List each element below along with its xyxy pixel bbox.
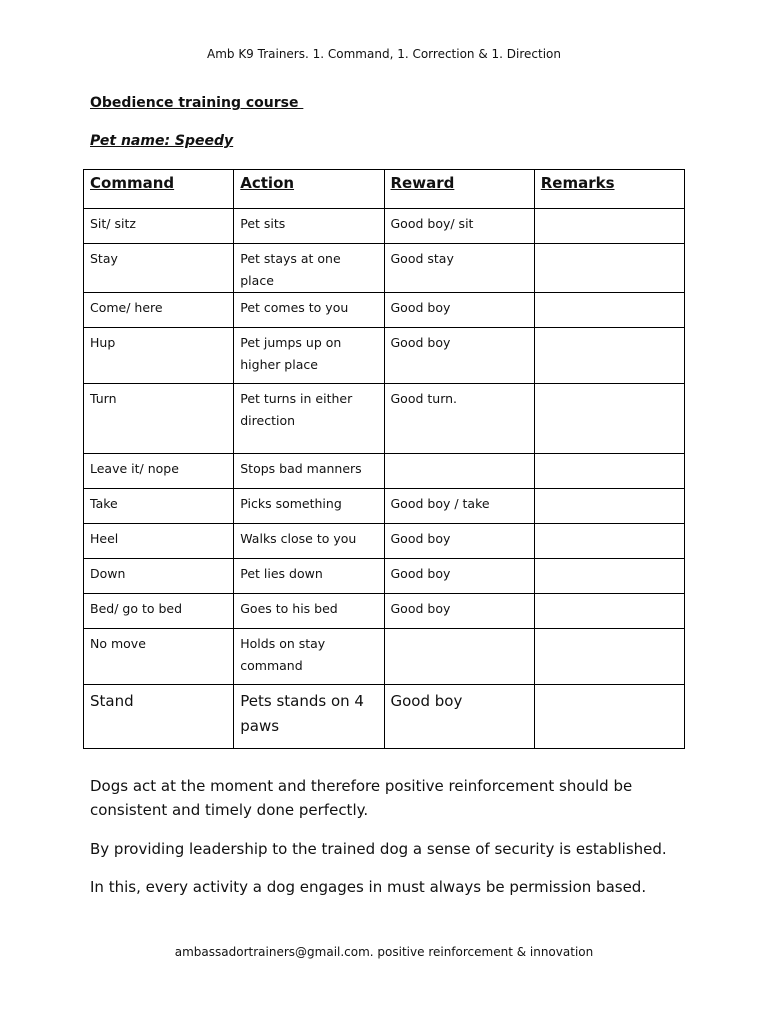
cell-reward: Good boy / take [384,489,534,524]
column-header-remarks: Remarks [534,170,684,209]
column-header-reward: Reward [384,170,534,209]
cell-command: Leave it/ nope [84,454,234,489]
cell-reward: Good boy [384,328,534,384]
page-footer: ambassadortrainers@gmail.com. positive reinforcement & innovation [174,945,594,959]
cell-action: Pet turns in either direction [234,384,384,454]
cell-command: Turn [84,384,234,454]
cell-remarks [534,524,684,559]
cell-action: Goes to his bed [234,594,384,629]
cell-remarks [534,685,684,749]
cell-reward [384,454,534,489]
cell-reward: Good boy/ sit [384,209,534,244]
table-row [84,629,685,685]
cell-action: Pet jumps up on higher place [234,328,384,384]
cell-command: Stay [84,244,234,293]
body-paragraph-leadership: By providing leadership to the trained dog a sense of security is established. [90,840,667,858]
cell-remarks [534,328,684,384]
table-row [84,454,685,489]
cell-remarks [534,594,684,629]
cell-remarks [534,384,684,454]
cell-reward: Good turn. [384,384,534,454]
body-paragraph-permission: In this, every activity a dog engages in must always be permission based. [90,878,647,896]
cell-command: Hup [84,328,234,384]
cell-command: No move [84,629,234,685]
cell-remarks [534,454,684,489]
cell-reward: Good boy [384,524,534,559]
table-row [84,209,685,244]
pet-name: Pet name: Speedy [90,133,234,149]
cell-remarks [534,209,684,244]
cell-remarks [534,293,684,328]
cell-action: Pets stands on 4 paws [234,685,384,749]
cell-action: Stops bad manners [234,454,384,489]
training-table [83,169,685,749]
cell-command: Come/ here [84,293,234,328]
table-row [84,594,685,629]
table-row [84,489,685,524]
cell-command: Stand [84,685,234,749]
table-row [84,384,685,454]
table-row [84,244,685,293]
table-row [84,524,685,559]
document-title: Obedience training course [90,95,304,111]
cell-remarks [534,244,684,293]
cell-action: Pet sits [234,209,384,244]
body-paragraph-reinforcement: Dogs act at the moment and therefore positive reinforcement should be consistent and timely done perfectly. [90,777,633,819]
cell-remarks [534,489,684,524]
table-row [84,293,685,328]
column-header-action: Action [234,170,384,209]
cell-action: Pet comes to you [234,293,384,328]
cell-command: Down [84,559,234,594]
cell-remarks [534,559,684,594]
cell-reward: Good boy [384,293,534,328]
cell-action: Walks close to you [234,524,384,559]
cell-reward: Good boy [384,559,534,594]
cell-reward: Good boy [384,685,534,749]
table-row [84,559,685,594]
table-row [84,685,685,749]
cell-reward: Good boy [384,594,534,629]
page-header: Amb K9 Trainers. 1. Command, 1. Correction & 1. Direction [206,47,561,61]
cell-command: Take [84,489,234,524]
table-row [84,328,685,384]
cell-command: Heel [84,524,234,559]
cell-action: Pet lies down [234,559,384,594]
cell-action: Picks something [234,489,384,524]
cell-command: Bed/ go to bed [84,594,234,629]
cell-action: Pet stays at one place [234,244,384,293]
cell-action: Holds on stay command [234,629,384,685]
column-header-command: Command [84,170,234,209]
cell-command: Sit/ sitz [84,209,234,244]
cell-remarks [534,629,684,685]
cell-reward: Good stay [384,244,534,293]
cell-reward [384,629,534,685]
table-header-row [84,170,685,209]
